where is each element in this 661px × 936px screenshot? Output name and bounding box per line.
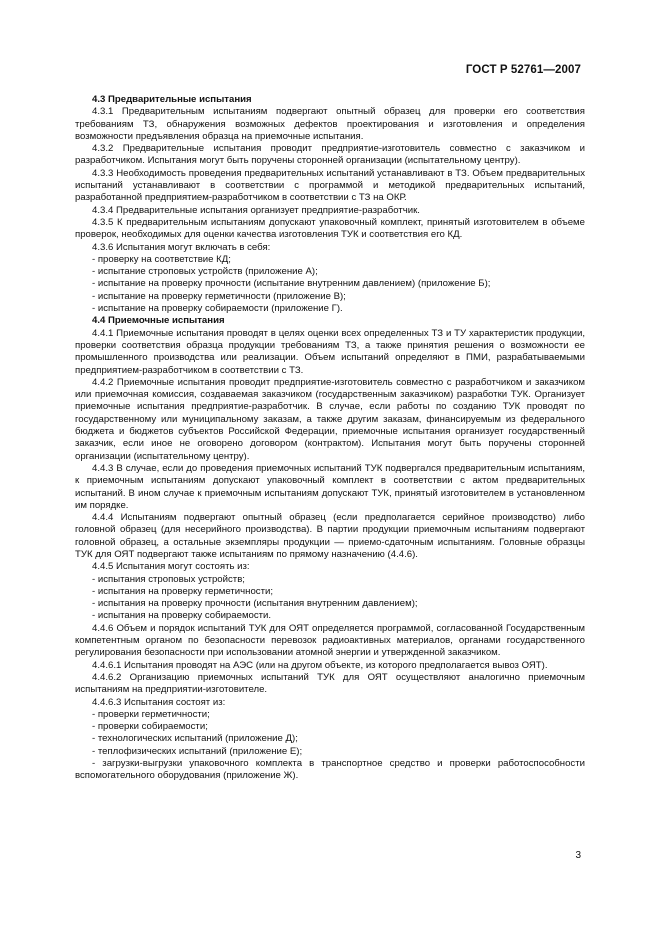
list-item: - испытание на проверку герметичности (приложение В); xyxy=(92,290,346,302)
list-item: - испытание на проверку прочности (испытание внутренним давлением) (приложение Б); xyxy=(92,278,491,290)
paragraph: 4.4.6.2 Организацию приемочных испытаний ТУК для ОЯТ осуществляют аналогично приемочным испытаниям на предприятии-изготовителе. xyxy=(75,671,585,696)
section-heading: 4.3 Предварительные испытания xyxy=(92,94,252,105)
list-item: - испытания строповых устройств; xyxy=(92,573,245,585)
paragraph: 4.3.3 Необходимость проведения предварительных испытаний устанавливают в ТЗ. Объем предварительных испытаний устанавливают в соответствии с программой и методикой предварительных испытаний, разработанной предприятием-разработчиком в соответствии с ТЗ на ОКР. xyxy=(75,167,585,204)
paragraph: 4.4.2 Приемочные испытания проводит предприятие-изготовитель совместно с разработчиком и заказчиком или приемочная комиссия, создаваемая заказчиком (государственным заказчиком) разработки ТУК. Организует приемочные испытания предприятие-разработчик. В случае, если работы по созданию ТУК проводят по государственному или муниципальному заказам, а также другим заказам, финансируемым из федерального бюджета и бюджетов субъектов Российской Федерации, приемочные испытания организует государственный заказчик, если иное не оговорено договором (контрактом). Испытания могут быть поручены сторонней организации (испытательному центру). xyxy=(75,376,585,462)
paragraph: 4.3.2 Предварительные испытания проводит предприятие-изготовитель совместно с заказчиком и разработчиком. Испытания могут быть поручены сторонней организации (испытательному центру). xyxy=(75,143,585,167)
paragraph: 4.3.1 Предварительным испытаниям подвергают опытный образец для проверки его соответствия требованиям ТЗ, обнаружения возможных дефектов проектирования и изготовления и определения возможности предъявления образца на приемочные испытания. xyxy=(75,106,585,142)
paragraph: 4.4.6.3 Испытания состоят из: xyxy=(92,696,226,708)
paragraph: 4.4.6 Объем и порядок испытаний ТУК для ОЯТ определяется программой, согласованной Государственным компетентным органом по безопасности перевозок радиоактивных материалов, органами государственного регулирования безопасности при использовании атомной энергии и утвержденной заказчиком. xyxy=(75,622,585,659)
paragraph: 4.3.4 Предварительные испытания организует предприятие-разработчик. xyxy=(92,204,420,216)
list-item: - проверку на соответствие КД; xyxy=(92,253,231,265)
document-body xyxy=(75,94,585,783)
list-item: - испытание на проверку собираемости (приложение Г). xyxy=(92,303,343,315)
list-item: - проверки герметичности; xyxy=(92,708,210,720)
paragraph: 4.4.5 Испытания могут состоять из: xyxy=(92,561,250,573)
section-heading: 4.4 Приемочные испытания xyxy=(92,315,225,327)
paragraph: 4.4.1 Приемочные испытания проводят в целях оценки всех определенных ТЗ и ТУ характеристик продукции, проверки соответствия образца продукции требованиям ТЗ, а также принятия решения о возможности ее промышленного производства или реализации. Объем испытаний определяют в ПМИ, разрабатываемыми предприятием-разработчиком в соответствии с ТЗ. xyxy=(75,327,585,376)
page-number: 3 xyxy=(575,850,581,861)
paragraph: 4.4.3 В случае, если до проведения приемочных испытаний ТУК подвергался предварительным испытаниям, к приемочным испытаниям допускают упаковочный комплект в соответствии с актом предварительных испытаний. В ином случае к приемочным испытаниям допускают ТУК, принятый изготовителем в установленном им порядке. xyxy=(75,462,585,511)
list-item: - проверки собираемости; xyxy=(92,721,208,733)
list-item: - технологических испытаний (приложение Д); xyxy=(92,733,298,745)
paragraph: 4.3.6 Испытания могут включать в себя: xyxy=(92,241,271,253)
paragraph: 4.4.6.1 Испытания проводят на АЭС (или на другом объекте, из которого предполагается вывоз ОЯТ). xyxy=(92,659,548,671)
list-item: - загрузки-выгрузки упаковочного комплекта в транспортное средство и проверки работоспособности вспомогательного оборудования (приложение Ж). xyxy=(75,758,585,782)
list-item: - испытания на проверку прочности (испытания внутренним давлением); xyxy=(92,598,418,610)
paragraph: 4.3.5 К предварительным испытаниям допускают упаковочный комплект, принятый изготовителем в объеме проверок, необходимых для оценки качества изготовления ТУК и соответствия его КД. xyxy=(75,216,585,241)
document-header: ГОСТ Р 52761—2007 xyxy=(465,64,581,76)
list-item: - испытание строповых устройств (приложение А); xyxy=(92,266,318,278)
list-item: - теплофизических испытаний (приложение Е); xyxy=(92,745,303,757)
list-item: - испытания на проверку собираемости. xyxy=(92,610,272,622)
list-item: - испытания на проверку герметичности; xyxy=(92,585,274,597)
paragraph: 4.4.4 Испытаниям подвергают опытный образец (если предполагается серийное производство) либо головной образец (для несерийного производства). В партии продукции приемочным испытаниям подвергают головной образец, а остальные экземпляры продукции — приемо-сдаточным испытаниям. Головные образцы ТУК для ОЯТ подвергают также испытаниям по прямому назначению (4.4.6). xyxy=(75,512,585,560)
